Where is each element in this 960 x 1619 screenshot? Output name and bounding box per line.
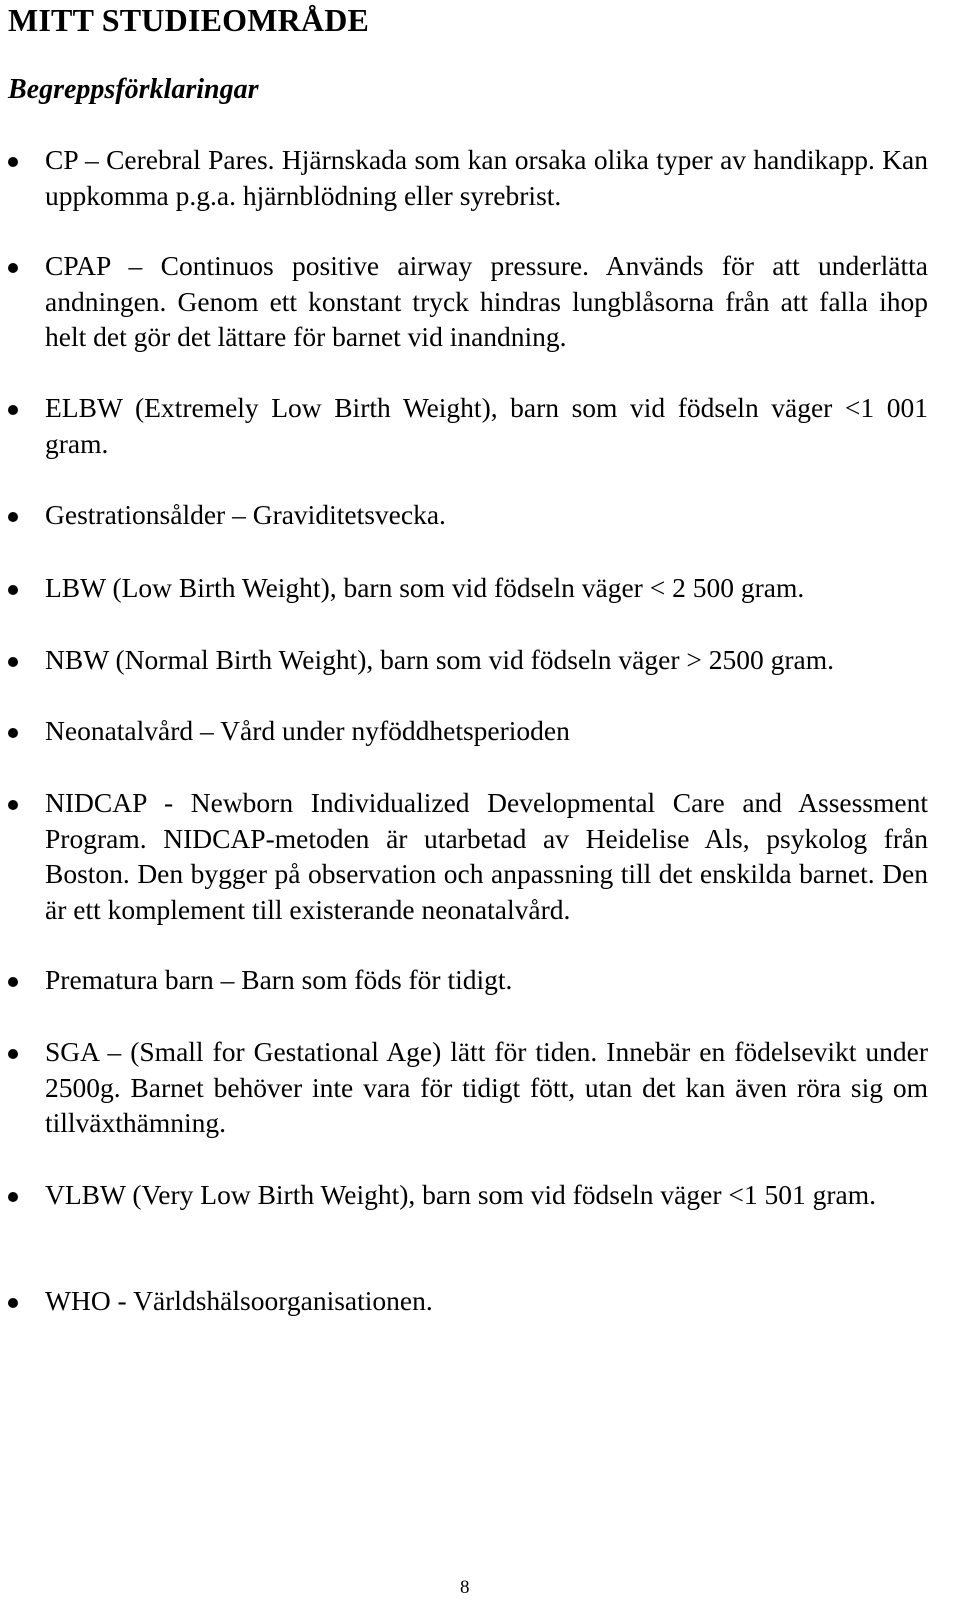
definition-text: NBW (Normal Birth Weight), barn som vid födseln väger > 2500 gram. xyxy=(45,644,835,675)
definition-text: NIDCAP - Newborn Individualized Developmental Care and Assessment Program. NIDCAP-metoden är utarbetad av Heidelise Als, psykolog från Boston. Den bygger på observation och anpassning till det enskilda barnet. Den är ett komplement till existerande neonatalvård. xyxy=(45,787,928,925)
definition-text: WHO - Världshälsoorganisationen. xyxy=(45,1285,433,1316)
bullet-icon xyxy=(8,585,18,595)
definition-text: VLBW (Very Low Birth Weight), barn som vid födseln väger <1 501 gram. xyxy=(45,1179,877,1210)
bullet-icon xyxy=(8,405,18,415)
definition-text: LBW (Low Birth Weight), barn som vid födseln väger < 2 500 gram. xyxy=(45,572,805,603)
bullet-icon xyxy=(8,263,18,273)
definition-text: Gestrationsålder – Graviditetsvecka. xyxy=(45,499,446,530)
bullet-icon xyxy=(8,977,18,987)
bullet-icon xyxy=(8,512,18,522)
page-heading: MITT STUDIEOMRÅDE xyxy=(8,2,370,38)
definition-text: CP – Cerebral Pares. Hjärnskada som kan orsaka olika typer av handikapp. Kan uppkomma p.g.a. hjärnblödning eller syrebrist. xyxy=(45,144,928,211)
page-number: 8 xyxy=(460,1577,470,1598)
bullet-icon xyxy=(8,1049,18,1059)
bullet-icon xyxy=(8,1298,18,1308)
bullet-icon xyxy=(8,800,18,810)
bullet-icon xyxy=(8,657,18,667)
section-subheading: Begreppsförklaringar xyxy=(8,74,259,105)
definition-text: Neonatalvård – Vård under nyföddhetsperioden xyxy=(45,715,570,746)
definition-text: Prematura barn – Barn som föds för tidigt. xyxy=(45,964,513,995)
definition-text: SGA – (Small for Gestational Age) lätt för tiden. Innebär en födelsevikt under 2500g. Barnet behöver inte vara för tidigt fött, utan det kan även röra sig om tillväxthämning. xyxy=(45,1036,928,1138)
definition-text: ELBW (Extremely Low Birth Weight), barn som vid födseln väger <1 001 gram. xyxy=(45,392,928,459)
bullet-icon xyxy=(8,157,18,167)
definition-text: CPAP – Continuos positive airway pressure. Används för att underlätta andningen. Genom ett konstant tryck hindras lungblåsorna från att falla ihop helt det gör det lättare för barnet vid inandning. xyxy=(45,250,928,352)
bullet-icon xyxy=(8,1192,18,1202)
bullet-icon xyxy=(8,728,18,738)
